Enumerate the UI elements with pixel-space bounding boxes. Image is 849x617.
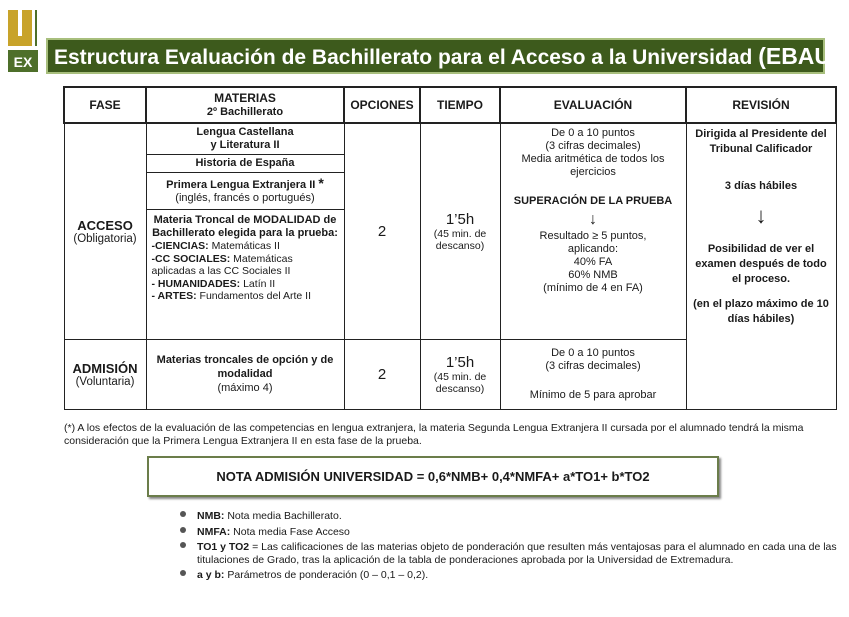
eval-res4: 60% NMB (568, 269, 618, 281)
bullet-term: TO1 y TO2 (197, 541, 250, 553)
page-title-text: Estructura Evaluación de Bachillerato para el Acceso a la Universidad (54, 46, 753, 69)
arrow-down-icon: ↓ (755, 203, 767, 228)
fase-acceso (64, 123, 146, 339)
list-item (180, 569, 840, 582)
page-title (46, 38, 839, 74)
revision-line3: Posibilidad de ver el examen después de todo el proceso. (695, 243, 827, 285)
ebau-structure-table (63, 86, 837, 410)
evaluacion-acceso (500, 123, 686, 339)
materia-lengua-line2: y Literatura II (210, 139, 280, 151)
uex-logo (4, 6, 44, 74)
page-title-acronym: (EBAU) (758, 43, 839, 69)
formula-box: NOTA ADMISIÓN UNIVERSIDAD = 0,6*NMB+ 0,4*NMFA+ a*TO1+ b*TO2 (147, 456, 719, 497)
materia-extranjera-sub: (inglés, francés o portugués) (175, 192, 315, 204)
eval-acceso-line2: (3 cifras decimales) (545, 140, 641, 152)
eval-res5: (mínimo de 4 en FA) (543, 282, 643, 294)
revision-cell (686, 123, 836, 409)
troncal-ccsoc-value: Matemáticas aplicadas a las CC Sociales II (151, 252, 293, 277)
legend-list (180, 510, 840, 585)
bullet-icon (180, 570, 186, 576)
eval-res2: aplicando: (567, 243, 619, 255)
materia-historia: Historia de España (147, 155, 344, 173)
svg-text:EX: EX (13, 54, 33, 70)
list-item (180, 526, 840, 539)
materia-extranjera-star: * (318, 175, 324, 191)
troncal-artes-label: - ARTES: (151, 290, 197, 302)
tiempo-admision-sub: (45 min. de descanso) (433, 370, 487, 395)
header-materias-sub: 2º Bachillerato (206, 106, 284, 118)
materia-troncal-title: Materia Troncal de MODALIDAD de Bachillerato elegida para la prueba: (152, 214, 338, 239)
eval-admision-line2: (3 cifras decimales) (545, 359, 641, 372)
footnote: (*) A los efectos de la evaluación de las competencias en lengua extranjera, la materia Segunda Lengua Extranjera II cursada por el alumnado tendrá la misma consideración que la Primera Lengua Extranjera II en esta fase de la prueba. (64, 422, 804, 447)
bullet-term: NMB: (197, 510, 225, 522)
troncal-human-label: - HUMANIDADES: (151, 277, 241, 290)
header-revision: REVISIÓN (686, 87, 836, 123)
eval-acceso-line1: De 0 a 10 puntos (551, 127, 635, 139)
bullet-text: Nota media Bachillerato. (227, 510, 342, 522)
header-materias (146, 87, 344, 123)
list-item (180, 541, 840, 566)
troncal-artes-value: Fundamentos del Arte II (199, 290, 312, 302)
bullet-icon (180, 527, 186, 533)
tiempo-acceso-sub: (45 min. de descanso) (433, 227, 487, 252)
materias-acceso (146, 123, 344, 339)
fase-admision (64, 339, 146, 409)
arrow-down-icon: ↓ (589, 211, 597, 228)
fase-acceso-sub: (Obligatoria) (73, 232, 137, 245)
tiempo-acceso-value: 1’5h (445, 210, 475, 228)
eval-acceso-line3: Media aritmética de todos los ejercicios (521, 153, 665, 178)
materias-admision-text: Materias troncales de opción y de modalidad (156, 354, 334, 380)
header-opciones: OPCIONES (344, 87, 420, 123)
fase-admision-name: ADMISIÓN (72, 360, 138, 376)
bullet-text: = Las calificaciones de las materias objeto de ponderación que resulten más ventajosas para el alumnado en cada una de las titulaciones de Grado, tras la aplicación de la tabla de ponderaciones aprobada por la Universidad de Extremadura. (197, 541, 837, 566)
tiempo-admision (420, 339, 500, 409)
header-fase: FASE (64, 87, 146, 123)
troncal-human-value: Latín II (243, 277, 276, 290)
eval-res3: 40% FA (573, 256, 613, 268)
header-evaluacion: EVALUACIÓN (500, 87, 686, 123)
evaluacion-admision (500, 339, 686, 409)
opciones-acceso: 2 (344, 123, 420, 339)
materia-lengua-line1: Lengua Castellana (196, 126, 294, 138)
eval-res1: Resultado ≥ 5 puntos, (539, 230, 647, 242)
fase-admision-sub: (Voluntaria) (75, 375, 135, 388)
eval-superacion: SUPERACIÓN DE LA PRUEBA (513, 195, 673, 207)
materia-troncal (147, 210, 344, 307)
eval-admision-line3: Mínimo de 5 para aprobar (529, 388, 657, 401)
header-materias-label: MATERIAS (214, 91, 276, 105)
list-item (180, 510, 840, 523)
revision-line1: Dirigida al Presidente del Tribunal Calificador (695, 128, 827, 155)
bullet-icon (180, 542, 186, 548)
eval-admision-line1: De 0 a 10 puntos (551, 346, 635, 359)
fase-acceso-name: ACCESO (77, 217, 133, 233)
materias-admision-sub: (máximo 4) (217, 382, 273, 394)
bullet-term: a y b: (197, 569, 225, 581)
bullet-text: Parámetros de ponderación (0 – 0,1 – 0,2). (227, 569, 429, 581)
troncal-ciencias-value: Matemáticas II (211, 240, 280, 252)
bullet-term: NMFA: (197, 525, 231, 538)
bullet-text: Nota media Fase Acceso (233, 525, 350, 538)
materia-extranjera-name: Primera Lengua Extranjera II (166, 179, 316, 191)
materia-lengua-extranjera (147, 173, 344, 210)
materias-admision (146, 339, 344, 409)
tiempo-acceso (420, 123, 500, 339)
troncal-ccsoc-label: -CC SOCIALES: (151, 252, 231, 265)
opciones-admision: 2 (344, 339, 420, 409)
bullet-icon (180, 511, 186, 517)
tiempo-admision-value: 1’5h (445, 353, 475, 371)
header-tiempo: TIEMPO (420, 87, 500, 123)
troncal-ciencias-label: -CIENCIAS: (151, 240, 209, 252)
revision-line2: 3 días hábiles (724, 180, 798, 192)
materia-lengua (147, 124, 344, 155)
revision-line4: (en el plazo máximo de 10 días hábiles) (693, 298, 829, 325)
